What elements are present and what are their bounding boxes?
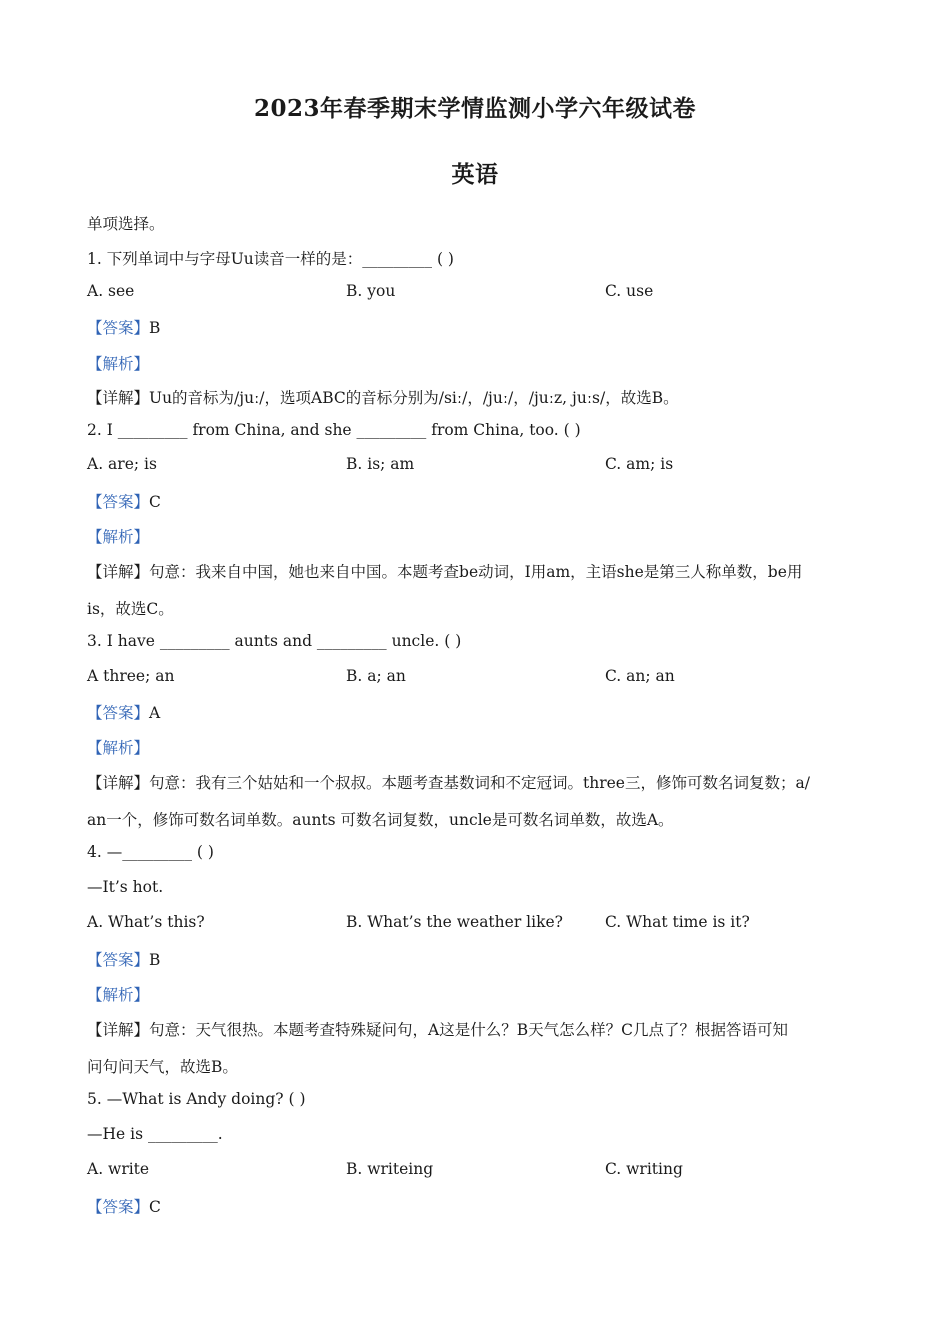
question-4-option-b: B. What’s the weather like? bbox=[346, 913, 563, 931]
question-2-analysis: 【解析】 bbox=[87, 528, 150, 546]
answer-label: 【答案】 bbox=[87, 1198, 150, 1216]
question-3-analysis: 【解析】 bbox=[87, 739, 150, 757]
question-2-option-a: A. are; is bbox=[87, 455, 157, 473]
detail-label: 【详解】 bbox=[87, 1021, 150, 1039]
exam-title: 2023年春季期末学情监测小学六年级试卷 bbox=[253, 95, 696, 122]
question-5-option-a: A. write bbox=[87, 1160, 150, 1178]
question-3-answer bbox=[87, 701, 160, 723]
subject-title: 英语 bbox=[451, 161, 499, 188]
answer-label: 【答案】 bbox=[87, 951, 150, 969]
question-3-detail bbox=[87, 771, 810, 793]
detail-text: 句意：天气很热。本题考查特殊疑问句，A这是什么？B天气怎么样？C几点了？根据答语可知 bbox=[149, 1021, 788, 1039]
question-4-stem: 4. —_________ ( ) bbox=[87, 843, 214, 861]
question-3-option-c: C. an; an bbox=[605, 667, 675, 685]
answer-value: B bbox=[149, 951, 161, 969]
answer-value: B bbox=[149, 319, 161, 337]
detail-text: 句意：我来自中国，她也来自中国。本题考查be动词，I用am，主语she是第三人称单数，be用 bbox=[149, 563, 803, 581]
question-1-analysis: 【解析】 bbox=[87, 355, 150, 373]
question-4-analysis: 【解析】 bbox=[87, 986, 150, 1004]
detail-text: 句意：我有三个姑姑和一个叔叔。本题考查基数词和不定冠词。three三，修饰可数名词复数；a/ bbox=[149, 774, 810, 792]
question-2-option-c: C. am; is bbox=[605, 455, 674, 473]
question-4-option-c: C. What time is it? bbox=[605, 913, 750, 931]
question-4-detail-cont: 问句问天气，故选B。 bbox=[87, 1058, 238, 1076]
answer-label: 【答案】 bbox=[87, 704, 150, 722]
question-2-detail bbox=[87, 560, 802, 582]
question-2-option-b: B. is; am bbox=[346, 455, 415, 473]
answer-label: 【答案】 bbox=[87, 319, 150, 337]
question-3-option-a: A three; an bbox=[87, 667, 175, 685]
question-1-option-c: C. use bbox=[605, 282, 654, 300]
question-5-reply: —He is _________. bbox=[87, 1125, 223, 1143]
answer-value: C bbox=[149, 1198, 161, 1216]
question-5-answer bbox=[87, 1195, 161, 1217]
question-3-stem: 3. I have _________ aunts and _________ uncle. ( ) bbox=[87, 632, 462, 650]
question-4-reply: —It’s hot. bbox=[87, 878, 164, 896]
detail-label: 【详解】 bbox=[87, 389, 150, 407]
question-4-detail bbox=[87, 1018, 788, 1040]
question-1-stem: 1. 下列单词中与字母Uu读音一样的是：_________ ( ) bbox=[87, 250, 454, 268]
section-title: 单项选择。 bbox=[87, 215, 165, 233]
question-1-detail bbox=[87, 386, 679, 408]
question-2-answer bbox=[87, 490, 161, 512]
question-3-option-b: B. a; an bbox=[346, 667, 406, 685]
question-1-answer bbox=[87, 316, 160, 338]
detail-text: Uu的音标为/juː/，选项ABC的音标分别为/siː/，/juː/，/juːz, juːs/，故选B。 bbox=[149, 389, 679, 407]
question-4-option-a: A. What’s this? bbox=[87, 913, 205, 931]
question-5-option-c: C. writing bbox=[605, 1160, 683, 1178]
question-1-option-a: A. see bbox=[87, 282, 135, 300]
detail-label: 【详解】 bbox=[87, 563, 150, 581]
question-5-option-b: B. writeing bbox=[346, 1160, 434, 1178]
detail-label: 【详解】 bbox=[87, 774, 150, 792]
question-1-option-b: B. you bbox=[346, 282, 396, 300]
question-5-stem: 5. —What is Andy doing? ( ) bbox=[87, 1090, 306, 1108]
question-4-answer bbox=[87, 948, 160, 970]
question-2-detail-cont: is，故选C。 bbox=[87, 600, 174, 618]
answer-value: A bbox=[149, 704, 161, 722]
question-3-detail-cont: an一个，修饰可数名词单数。aunts 可数名词复数，uncle是可数名词单数，故选A。 bbox=[87, 811, 674, 829]
answer-label: 【答案】 bbox=[87, 493, 150, 511]
answer-value: C bbox=[149, 493, 161, 511]
question-2-stem: 2. I _________ from China, and she _________ from China, too. ( ) bbox=[87, 421, 581, 439]
